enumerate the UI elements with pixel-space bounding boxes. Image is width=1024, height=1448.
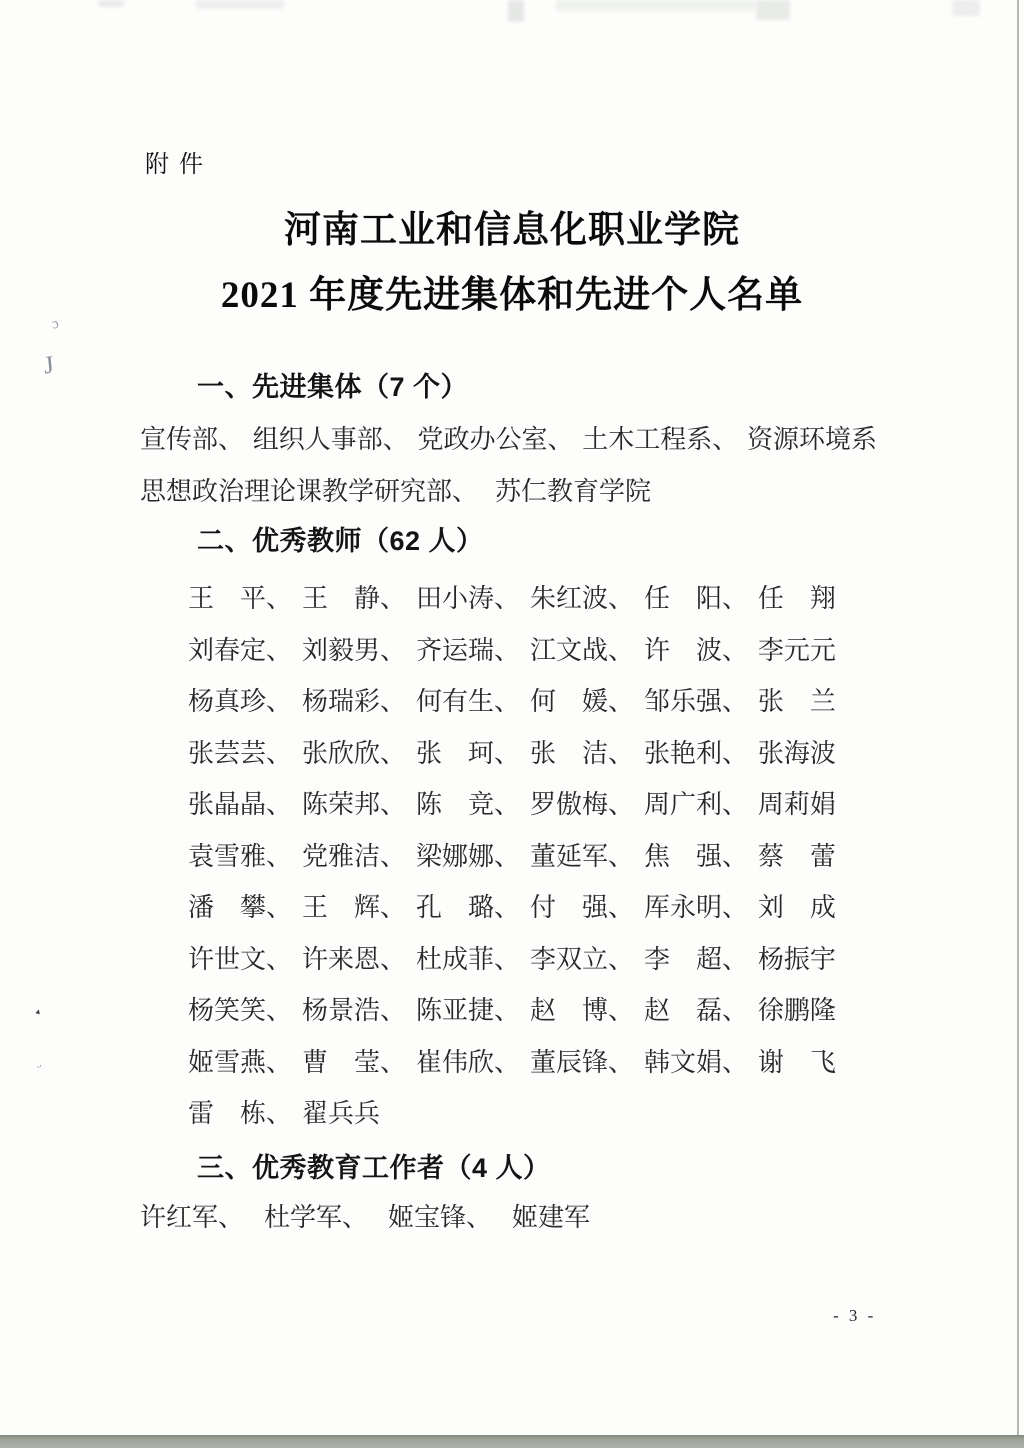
teacher-name-row	[188, 1093, 836, 1145]
page-number: - 3 -	[833, 1306, 877, 1325]
person-name: 张 洁、	[529, 738, 634, 768]
collectives-list-line1	[140, 419, 877, 456]
person-name: 杨笑笑、	[188, 996, 293, 1025]
scan-edge-bottom	[0, 1435, 1024, 1448]
person-name: 崔伟欣、	[415, 1047, 520, 1077]
person-name: 王 静、	[301, 584, 406, 613]
teacher-name-row	[188, 990, 836, 1042]
collective-name: 苏仁教育学院	[495, 477, 652, 506]
person-name: 任 阳、	[643, 584, 748, 613]
section-heading-workers: 三、优秀教育工作者（4 人）	[197, 1153, 551, 1183]
person-name: 翟兵兵	[302, 1099, 381, 1128]
scan-artifact-speck: ▴	[34, 1005, 43, 1017]
scan-smudge	[98, 0, 124, 7]
person-name: 张艳利、	[643, 738, 748, 768]
person-name: 杜成菲、	[415, 944, 520, 974]
teacher-name-list	[188, 578, 836, 1145]
person-name: 姬宝锋、	[388, 1203, 493, 1232]
person-name: 曹 莹、	[301, 1047, 406, 1077]
person-name: 潘 攀、	[188, 893, 293, 922]
person-name: 陈亚捷、	[415, 996, 520, 1025]
collective-name: 思想政治理论课教学研究部、	[140, 477, 479, 506]
teacher-name-row	[188, 733, 836, 785]
document-title-line2: 2021 年度先进集体和先进个人名单	[220, 275, 804, 316]
person-name: 刘春定、	[188, 635, 293, 665]
person-name: 刘 成	[757, 893, 836, 922]
person-name: 姬雪燕、	[188, 1047, 293, 1077]
teacher-name-row	[188, 939, 836, 991]
person-name: 孔 璐、	[415, 893, 520, 922]
person-name: 谢 飞	[757, 1047, 836, 1077]
person-name: 梁娜娜、	[415, 841, 520, 871]
person-name: 董延军、	[529, 841, 634, 871]
person-name: 姬建军	[512, 1203, 591, 1232]
person-name: 刘毅男、	[301, 635, 406, 665]
person-name: 杨振宇	[757, 944, 836, 974]
scan-artifact-curl: ɔ	[50, 315, 61, 333]
person-name: 张海波	[757, 738, 836, 768]
person-name: 党雅洁、	[301, 841, 406, 871]
teacher-name-row	[188, 1042, 836, 1094]
collective-name: 土木工程系、	[582, 425, 739, 454]
scan-smudge	[756, 0, 790, 20]
person-name: 田小涛、	[415, 584, 520, 613]
scan-edge-right	[1017, 0, 1019, 1448]
person-name: 韩文娟、	[643, 1047, 748, 1077]
collective-name: 资源环境系	[746, 425, 877, 454]
collectives-list-line2	[140, 471, 651, 508]
person-name: 李 超、	[643, 944, 748, 974]
person-name: 李双立、	[529, 944, 634, 974]
person-name: 许红军、	[140, 1203, 245, 1232]
section-heading-teachers: 二、优秀教师（62 人）	[197, 526, 484, 556]
person-name: 杨瑞彩、	[301, 687, 406, 716]
person-name: 张 珂、	[415, 738, 520, 768]
scan-smudge	[508, 0, 524, 22]
person-name: 许世文、	[188, 944, 293, 974]
teacher-name-row	[188, 578, 836, 630]
person-name: 蔡 蕾	[757, 841, 836, 871]
person-name: 袁雪雅、	[188, 841, 293, 871]
person-name: 杜学军、	[264, 1203, 369, 1232]
teacher-name-row	[188, 836, 836, 888]
person-name: 何有生、	[415, 687, 520, 716]
person-name: 杨景浩、	[301, 996, 406, 1025]
person-name: 杨真珍、	[188, 687, 293, 716]
person-name: 付 强、	[529, 893, 634, 922]
scan-smudge	[556, 0, 756, 11]
person-name: 张芸芸、	[188, 738, 293, 768]
person-name: 张晶晶、	[188, 790, 293, 819]
person-name: 李元元	[757, 635, 836, 665]
person-name: 江文战、	[529, 635, 634, 665]
person-name: 罗傲梅、	[529, 790, 634, 819]
person-name: 董辰锋、	[529, 1047, 634, 1077]
person-name: 赵 磊、	[643, 996, 748, 1025]
person-name: 厍永明、	[643, 893, 748, 922]
person-name: 雷 栋、	[188, 1099, 293, 1128]
teacher-name-row	[188, 681, 836, 733]
attachment-label: 附 件	[145, 152, 205, 178]
person-name: 任 翔	[757, 584, 836, 613]
person-name: 陈 竞、	[415, 790, 520, 819]
scan-artifact-curl: ᵕ	[34, 1059, 45, 1076]
person-name: 王 平、	[188, 584, 293, 613]
collective-name: 党政办公室、	[417, 425, 574, 454]
person-name: 焦 强、	[643, 841, 748, 871]
scan-artifact-pen-mark: J	[42, 351, 56, 380]
person-name: 张欣欣、	[301, 738, 406, 768]
collective-name: 宣传部、	[140, 425, 245, 454]
teacher-name-row	[188, 784, 836, 836]
scan-smudge	[952, 0, 980, 16]
teacher-name-row	[188, 630, 836, 682]
document-title-line1: 河南工业和信息化职业学院	[284, 210, 740, 251]
person-name: 朱红波、	[529, 584, 634, 613]
person-name: 何 媛、	[529, 687, 634, 716]
person-name: 王 辉、	[301, 893, 406, 922]
person-name: 赵 博、	[529, 996, 634, 1025]
teacher-name-row	[188, 887, 836, 939]
person-name: 许来恩、	[301, 944, 406, 974]
workers-name-list	[140, 1197, 590, 1234]
person-name: 邹乐强、	[643, 687, 748, 716]
person-name: 徐鹏隆	[757, 996, 836, 1025]
person-name: 许 波、	[643, 635, 748, 665]
person-name: 陈荣邦、	[301, 790, 406, 819]
person-name: 张 兰	[757, 687, 836, 716]
scan-smudge	[196, 0, 284, 9]
collective-name: 组织人事部、	[252, 425, 409, 454]
section-heading-collectives: 一、先进集体（7 个）	[197, 372, 469, 402]
person-name: 齐运瑞、	[415, 635, 520, 665]
person-name: 周莉娟	[757, 790, 836, 819]
person-name: 周广利、	[643, 790, 748, 819]
